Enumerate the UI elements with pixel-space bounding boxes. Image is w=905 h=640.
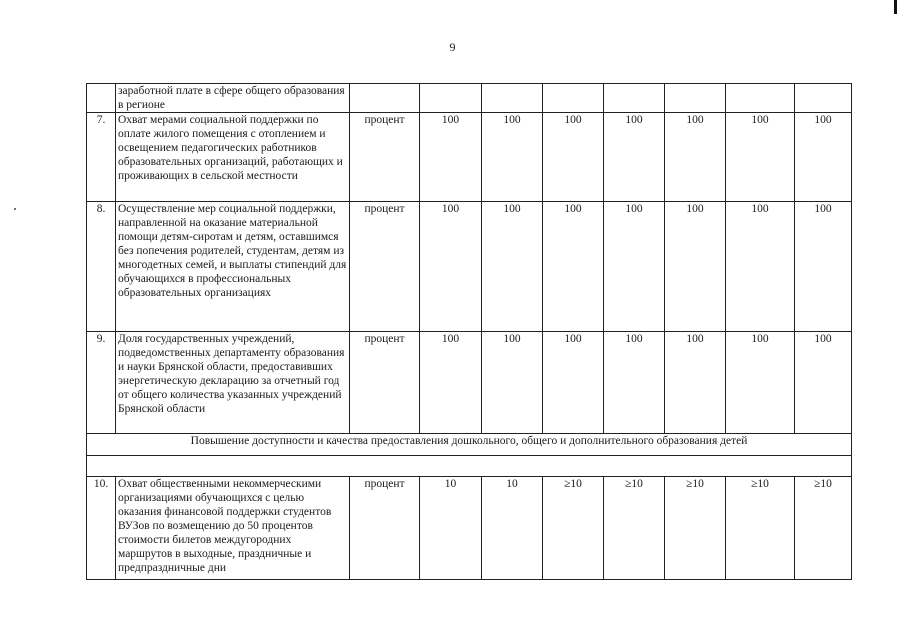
row-description: Осуществление мер социальной поддержки, направленной на оказание материальной помощи детям-сиротам и детям, оставшимся без попечения родителей, студентам, детям из многодетных семей, и выплаты стипендий для обучающихся в профессиональных образовательных организациях bbox=[116, 202, 350, 332]
table-row bbox=[87, 332, 852, 434]
row-value: 100 bbox=[665, 332, 726, 434]
row-value: 100 bbox=[665, 202, 726, 332]
row-value: 100 bbox=[795, 202, 852, 332]
row-value: 100 bbox=[543, 202, 604, 332]
indicator-table bbox=[86, 83, 852, 580]
row-number bbox=[87, 84, 116, 113]
row-value: ≥10 bbox=[604, 477, 665, 580]
section-title: Повышение доступности и качества предоставления дошкольного, общего и дополнительного образования детей bbox=[87, 434, 852, 456]
row-value: 100 bbox=[726, 332, 795, 434]
row-value bbox=[726, 84, 795, 113]
row-value: 100 bbox=[795, 113, 852, 202]
row-description: Охват мерами социальной поддержки по оплате жилого помещения с отоплением и освещением педагогических работников образовательных организаций, работающих и проживающих в сельской местности bbox=[116, 113, 350, 202]
row-value: 100 bbox=[604, 332, 665, 434]
row-value: 10 bbox=[482, 477, 543, 580]
row-value bbox=[604, 84, 665, 113]
row-value: 100 bbox=[604, 202, 665, 332]
row-value: 100 bbox=[543, 113, 604, 202]
row-value: 10 bbox=[420, 477, 482, 580]
table-row bbox=[87, 477, 852, 580]
table-row-empty bbox=[87, 456, 852, 477]
row-value: 100 bbox=[482, 202, 543, 332]
row-description: Охват общественными некоммерческими организациями обучающихся с целью оказания финансовой поддержки студентов ВУЗов по возмещению до 50 процентов стоимости билетов междугородних маршрутов в выходные, праздничные и предпраздничные дни bbox=[116, 477, 350, 580]
row-value: ≥10 bbox=[795, 477, 852, 580]
row-value bbox=[543, 84, 604, 113]
table-row bbox=[87, 202, 852, 332]
scan-speck bbox=[14, 208, 16, 210]
row-number: 8. bbox=[87, 202, 116, 332]
row-unit: процент bbox=[350, 202, 420, 332]
row-unit: процент bbox=[350, 477, 420, 580]
row-value: 100 bbox=[420, 202, 482, 332]
row-value: 100 bbox=[420, 332, 482, 434]
row-number: 7. bbox=[87, 113, 116, 202]
scan-edge-mark bbox=[894, 0, 897, 14]
row-value: 100 bbox=[543, 332, 604, 434]
page-number: 9 bbox=[449, 40, 456, 54]
row-value: 100 bbox=[665, 113, 726, 202]
table-row bbox=[87, 84, 852, 113]
row-description: Доля государственных учреждений, подведомственных департаменту образования и науки Брянской области, предоставивших энергетическую декларацию за отчетный год от общего количества указанных учреждений Брянской области bbox=[116, 332, 350, 434]
row-value: 100 bbox=[726, 113, 795, 202]
row-value: 100 bbox=[795, 332, 852, 434]
row-value bbox=[420, 84, 482, 113]
row-unit bbox=[350, 84, 420, 113]
empty-cell bbox=[87, 456, 852, 477]
row-value: 100 bbox=[604, 113, 665, 202]
row-number: 10. bbox=[87, 477, 116, 580]
row-unit: процент bbox=[350, 332, 420, 434]
row-value: 100 bbox=[482, 332, 543, 434]
row-value bbox=[482, 84, 543, 113]
row-unit: процент bbox=[350, 113, 420, 202]
row-value: ≥10 bbox=[726, 477, 795, 580]
row-number: 9. bbox=[87, 332, 116, 434]
row-value: ≥10 bbox=[665, 477, 726, 580]
row-value: 100 bbox=[482, 113, 543, 202]
section-row bbox=[87, 434, 852, 456]
row-value bbox=[795, 84, 852, 113]
row-value bbox=[665, 84, 726, 113]
row-value: ≥10 bbox=[543, 477, 604, 580]
row-description: заработной плате в сфере общего образования в регионе bbox=[116, 84, 350, 113]
table-row bbox=[87, 113, 852, 202]
row-value: 100 bbox=[726, 202, 795, 332]
row-value: 100 bbox=[420, 113, 482, 202]
